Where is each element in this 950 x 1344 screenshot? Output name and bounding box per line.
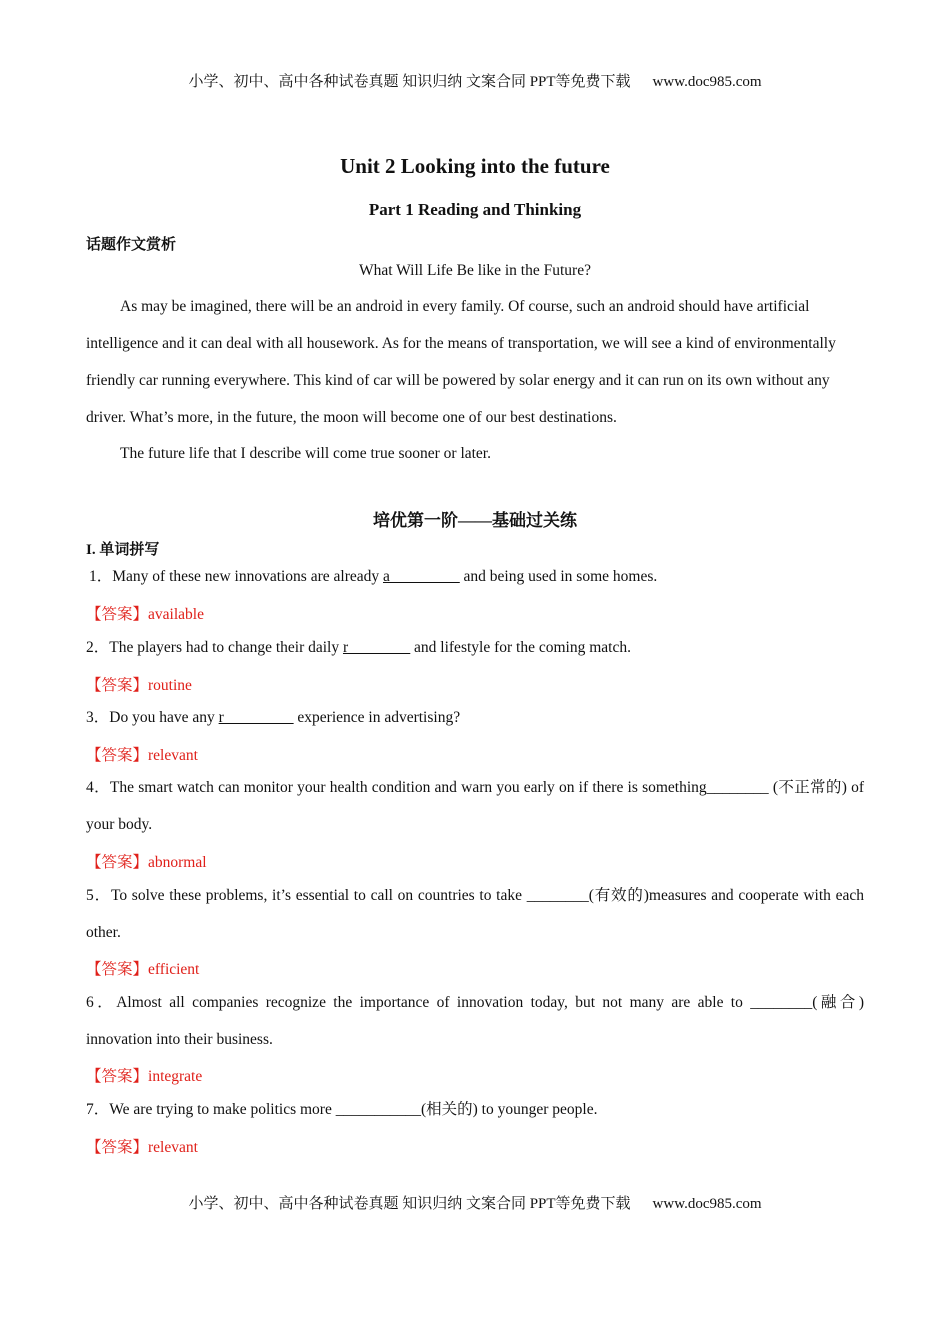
question-1: 1．Many of these new innovations are already a_________ and being used in some homes. [89,568,658,585]
essay-label: 话题作文赏析 [86,237,177,253]
essay-title: What Will Life Be like in the Future? [359,262,591,279]
page-header [0,70,950,91]
answer-1: 【答案】available [86,606,204,623]
part-label: I. 单词拼写 [86,542,160,558]
page-title: Unit 2 Looking into the future [340,154,610,178]
question-5: 5．To solve these problems, it’s essential to call on countries to take ________(有效的)measures and cooperate with each other. [86,887,864,941]
answer-2: 【答案】routine [86,677,192,694]
answer-5: 【答案】efficient [86,961,200,978]
question-3-blank[interactable]: r_________ [218,709,294,726]
answer-7: 【答案】relevant [86,1139,198,1156]
essay-paragraph-2: The future life that I describe will come true sooner or later. [120,445,491,462]
question-7: 7．We are trying to make politics more ___________(相关的) to younger people. [86,1101,598,1118]
header-site[interactable]: www.doc985.com [652,74,762,90]
question-6: 6．Almost all companies recognize the importance of innovation today, but not many are able to ________(融合) innovation into their business. [86,994,864,1048]
section-title: 培优第一阶——基础过关练 [373,511,577,530]
page-subtitle: Part 1 Reading and Thinking [368,200,582,219]
essay-paragraph-1: As may be imagined, there will be an android in every family. Of course, such an android should have artificial intelligence and it can deal with all housework. As for the means of transportation, we will see a kind of environmentally friendly car running everywhere. This kind of car will be powered by solar energy and it can run on its own without any driver. What’s more, in the future, the moon will become one of our best destinations. [86,298,836,426]
footer-site[interactable]: www.doc985.com [652,1196,762,1212]
question-3: 3．Do you have any r_________ experience in advertising? [86,709,461,726]
answer-3: 【答案】relevant [86,747,198,764]
header-text: 小学、初中、高中各种试卷真题 知识归纳 文案合同 PPT等免费下载 [188,74,631,90]
question-1-blank[interactable]: a_________ [383,568,460,585]
question-4: 4．The smart watch can monitor your health condition and warn you early on if there is something________ (不正常的) of your body. [86,779,864,833]
page-footer [0,1192,950,1213]
answer-4: 【答案】abnormal [86,854,207,871]
question-2: 2．The players had to change their daily r________ and lifestyle for the coming match. [86,639,631,656]
footer-text: 小学、初中、高中各种试卷真题 知识归纳 文案合同 PPT等免费下载 [188,1196,631,1212]
answer-6: 【答案】integrate [86,1068,203,1085]
question-2-blank[interactable]: r________ [342,639,411,656]
